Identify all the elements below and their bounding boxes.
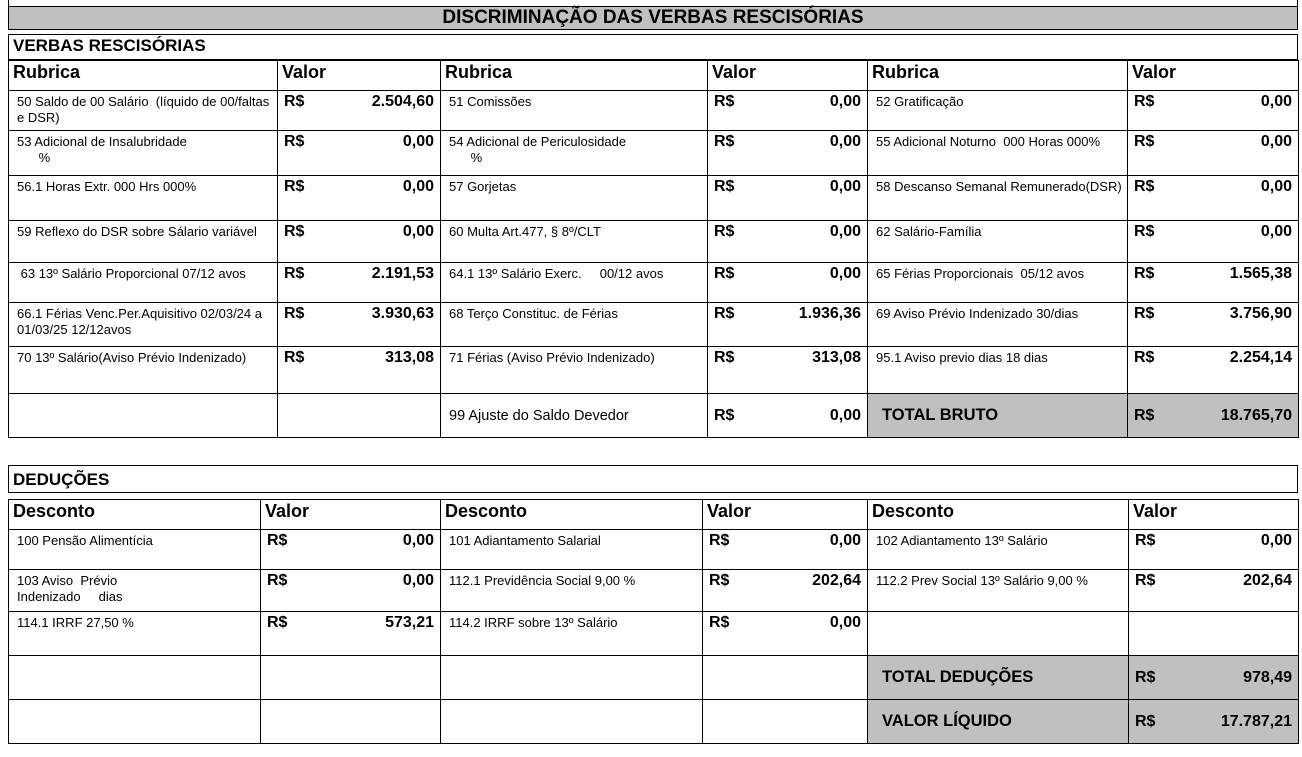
rubrica-description: 58 Descanso Semanal Remunerado(DSR)	[868, 176, 1128, 221]
value-header: Valor	[708, 61, 868, 91]
amount-value: 202,64	[812, 572, 861, 589]
table-row	[9, 347, 1299, 394]
value-cell	[708, 91, 868, 131]
value-cell	[1129, 530, 1299, 570]
amount-value: 0,00	[402, 178, 434, 195]
currency-label: R$	[709, 572, 730, 589]
currency-label: R$	[714, 178, 735, 195]
amount-value: 0,00	[829, 178, 861, 195]
value-cell	[1128, 347, 1299, 394]
currency-label: R$	[267, 572, 288, 589]
currency-label: R$	[284, 305, 305, 322]
currency-label: R$	[1134, 93, 1155, 110]
currency-label: R$	[1134, 349, 1155, 366]
rubrica-description: 99 Ajuste do Saldo Devedor	[441, 394, 708, 438]
amount-value: 0,00	[1260, 223, 1292, 240]
valor-liquido-label: VALOR LÍQUIDO	[868, 700, 1129, 744]
empty-cell	[261, 700, 441, 744]
verbas-table	[8, 60, 1299, 438]
value-header: Valor	[703, 500, 868, 530]
valor-liquido-row	[9, 700, 1299, 744]
currency-label: R$	[1134, 265, 1155, 282]
verbas-section-title: VERBAS RESCISÓRIAS	[8, 34, 1298, 60]
value-cell	[1129, 700, 1299, 744]
value-header: Valor	[261, 500, 441, 530]
rubrica-description: 57 Gorjetas	[441, 176, 708, 221]
empty-cell	[703, 656, 868, 700]
currency-label: R$	[284, 223, 305, 240]
verbas-table-body	[9, 61, 1299, 438]
value-cell	[278, 303, 441, 347]
amount-value: 0,00	[402, 223, 434, 240]
rubrica-description: 112.2 Prev Social 13º Salário 9,00 %	[868, 570, 1129, 612]
amount-value: 1.565,38	[1229, 265, 1292, 282]
amount-value: 0,00	[402, 572, 434, 589]
currency-label: R$	[1134, 406, 1155, 424]
currency-label: R$	[284, 93, 305, 110]
currency-label: R$	[1135, 572, 1156, 589]
deducoes-section-title: DEDUÇÕES	[8, 465, 1298, 493]
value-cell	[1128, 131, 1299, 176]
deducoes-table-body	[9, 500, 1299, 744]
rubrica-description: 112.1 Previdência Social 9,00 %	[441, 570, 703, 612]
value-cell	[708, 394, 868, 438]
empty-cell	[9, 700, 261, 744]
table-row	[9, 221, 1299, 263]
currency-label: R$	[714, 349, 735, 366]
amount-value: 2.191,53	[371, 265, 434, 282]
currency-label: R$	[284, 178, 305, 195]
currency-label: R$	[1134, 178, 1155, 195]
total-deducoes-label: TOTAL DEDUÇÕES	[868, 656, 1129, 700]
rubrica-description: 68 Terço Constituc. de Férias	[441, 303, 708, 347]
total-bruto-label: TOTAL BRUTO	[868, 394, 1128, 438]
rubrica-description: 53 Adicional de Insalubridade %	[9, 131, 278, 176]
rubrica-description: 100 Pensão Alimentícia	[9, 530, 261, 570]
rubrica-description: 56.1 Horas Extr. 000 Hrs 000%	[9, 176, 278, 221]
amount-value: 0,00	[1260, 133, 1292, 150]
value-cell	[703, 570, 868, 612]
value-cell	[261, 530, 441, 570]
empty-cell	[1129, 612, 1299, 656]
value-cell	[708, 176, 868, 221]
amount-value: 0,00	[829, 133, 861, 150]
amount-value: 2.254,14	[1229, 349, 1292, 366]
value-cell	[1128, 91, 1299, 131]
column-header: Desconto	[441, 500, 703, 530]
value-cell	[708, 221, 868, 263]
table-row	[9, 131, 1299, 176]
value-cell	[278, 176, 441, 221]
value-cell	[703, 530, 868, 570]
column-header: Rubrica	[441, 61, 708, 91]
rubrica-description: 102 Adiantamento 13º Salário	[868, 530, 1129, 570]
value-header: Valor	[1129, 500, 1299, 530]
value-cell	[708, 303, 868, 347]
empty-cell	[278, 394, 441, 438]
rubrica-description: 64.1 13º Salário Exerc. 00/12 avos	[441, 263, 708, 303]
amount-value: 0,00	[402, 532, 434, 549]
amount-value: 17.787,21	[1220, 712, 1292, 730]
currency-label: R$	[709, 532, 730, 549]
currency-label: R$	[1135, 712, 1156, 730]
rubrica-description: 103 Aviso Prévio Indenizado dias	[9, 570, 261, 612]
rubrica-description: 55 Adicional Noturno 000 Horas 000%	[868, 131, 1128, 176]
header-row	[9, 61, 1299, 91]
amount-value: 0,00	[1260, 532, 1292, 549]
value-cell	[261, 612, 441, 656]
rubrica-description: 60 Multa Art.477, § 8º/CLT	[441, 221, 708, 263]
header-row	[9, 500, 1299, 530]
amount-value: 3.930,63	[371, 305, 434, 322]
amount-value: 0,00	[829, 265, 861, 282]
currency-label: R$	[284, 349, 305, 366]
value-cell	[708, 263, 868, 303]
currency-label: R$	[714, 93, 735, 110]
value-cell	[278, 221, 441, 263]
currency-label: R$	[1134, 305, 1155, 322]
value-cell	[1129, 570, 1299, 612]
currency-label: R$	[1134, 223, 1155, 240]
currency-label: R$	[714, 223, 735, 240]
value-header: Valor	[1128, 61, 1299, 91]
rubrica-description: 62 Salário-Família	[868, 221, 1128, 263]
rubrica-description: 69 Aviso Prévio Indenizado 30/dias	[868, 303, 1128, 347]
amount-value: 1.936,36	[798, 305, 861, 322]
amount-value: 0,00	[1260, 178, 1292, 195]
rubrica-description: 114.1 IRRF 27,50 %	[9, 612, 261, 656]
currency-label: R$	[709, 614, 730, 631]
currency-label: R$	[284, 265, 305, 282]
value-cell	[278, 131, 441, 176]
table-row	[9, 530, 1299, 570]
rubrica-description: 50 Saldo de 00 Salário (líquido de 00/faltas e DSR)	[9, 91, 278, 131]
table-row	[9, 612, 1299, 656]
currency-label: R$	[1134, 133, 1155, 150]
currency-label: R$	[267, 614, 288, 631]
table-row	[9, 570, 1299, 612]
currency-label: R$	[1135, 668, 1156, 686]
value-cell	[1128, 176, 1299, 221]
currency-label: R$	[284, 133, 305, 150]
column-header: Rubrica	[9, 61, 278, 91]
empty-cell	[441, 700, 703, 744]
currency-label: R$	[714, 265, 735, 282]
currency-label: R$	[714, 305, 735, 322]
value-cell	[1128, 263, 1299, 303]
amount-value: 0,00	[402, 133, 434, 150]
value-cell	[261, 570, 441, 612]
currency-label: R$	[267, 532, 288, 549]
currency-label: R$	[714, 406, 735, 424]
rubrica-description: 66.1 Férias Venc.Per.Aquisitivo 02/03/24 a 01/03/25 12/12avos	[9, 303, 278, 347]
value-cell	[1128, 303, 1299, 347]
empty-cell	[868, 612, 1129, 656]
rubrica-description: 54 Adicional de Periculosidade %	[441, 131, 708, 176]
value-cell	[708, 131, 868, 176]
amount-value: 18.765,70	[1220, 406, 1292, 424]
rubrica-description: 63 13º Salário Proporcional 07/12 avos	[9, 263, 278, 303]
currency-label: R$	[1135, 532, 1156, 549]
column-header: Desconto	[868, 500, 1129, 530]
empty-cell	[441, 656, 703, 700]
rubrica-description: 59 Reflexo do DSR sobre Sálario variável	[9, 221, 278, 263]
rubrica-description: 65 Férias Proporcionais 05/12 avos	[868, 263, 1128, 303]
value-cell	[1129, 656, 1299, 700]
table-row	[9, 303, 1299, 347]
value-cell	[278, 347, 441, 394]
value-cell	[1128, 394, 1299, 438]
amount-value: 0,00	[829, 406, 861, 424]
rubrica-description: 70 13º Salário(Aviso Prévio Indenizado)	[9, 347, 278, 394]
amount-value: 0,00	[829, 532, 861, 549]
table-row	[9, 91, 1299, 131]
amount-value: 202,64	[1243, 572, 1292, 589]
value-header: Valor	[278, 61, 441, 91]
amount-value: 0,00	[829, 223, 861, 240]
total-bruto-row	[9, 394, 1299, 438]
amount-value: 573,21	[385, 614, 434, 631]
amount-value: 313,08	[385, 349, 434, 366]
amount-value: 2.504,60	[371, 93, 434, 110]
value-cell	[278, 91, 441, 131]
rubrica-description: 114.2 IRRF sobre 13º Salário	[441, 612, 703, 656]
table-row	[9, 176, 1299, 221]
rubrica-description: 101 Adiantamento Salarial	[441, 530, 703, 570]
empty-cell	[9, 394, 278, 438]
amount-value: 313,08	[812, 349, 861, 366]
rubrica-description: 52 Gratificação	[868, 91, 1128, 131]
column-header: Desconto	[9, 500, 261, 530]
rubrica-description: 71 Férias (Aviso Prévio Indenizado)	[441, 347, 708, 394]
empty-cell	[703, 700, 868, 744]
empty-cell	[261, 656, 441, 700]
amount-value: 0,00	[1260, 93, 1292, 110]
currency-label: R$	[714, 133, 735, 150]
deducoes-table	[8, 499, 1299, 744]
value-cell	[703, 612, 868, 656]
amount-value: 978,49	[1243, 668, 1292, 686]
table-row	[9, 263, 1299, 303]
value-cell	[278, 263, 441, 303]
rubrica-description: 95.1 Aviso previo dias 18 dias	[868, 347, 1128, 394]
total-deducoes-row	[9, 656, 1299, 700]
value-cell	[708, 347, 868, 394]
rubrica-description: 51 Comissões	[441, 91, 708, 131]
column-header: Rubrica	[868, 61, 1128, 91]
empty-cell	[9, 656, 261, 700]
amount-value: 0,00	[829, 93, 861, 110]
document-title: DISCRIMINAÇÃO DAS VERBAS RESCISÓRIAS	[8, 6, 1298, 30]
value-cell	[1128, 221, 1299, 263]
amount-value: 0,00	[829, 614, 861, 631]
amount-value: 3.756,90	[1229, 305, 1292, 322]
